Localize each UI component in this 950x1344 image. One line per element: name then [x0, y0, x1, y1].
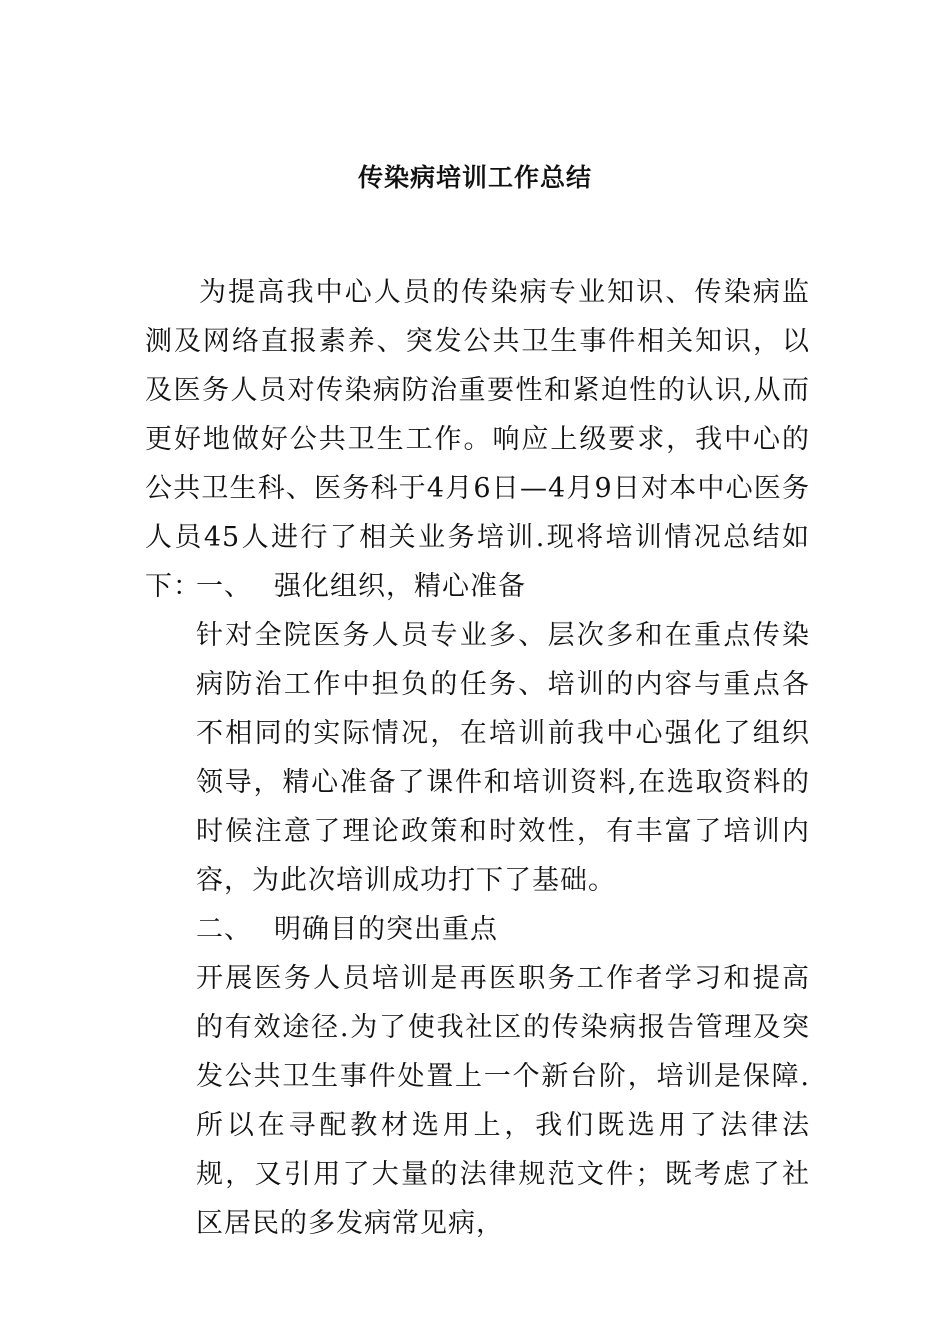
section-body-2: 开展医务人员培训是再医职务工作者学习和提高的有效途径.为了使我社区的传染病报告管理及突发公共卫生事件处置上一个新台阶，培训是保障.所以在寻配教材选用上，我们既选用了法律法规，又引用了大量的法律规范文件；既考虑了社区居民的多发病常见病，: [196, 963, 810, 1239]
section-heading-1: [196, 562, 816, 611]
section-title-1: 强化组织，精心准备: [274, 571, 526, 602]
section-number-1: 一、: [196, 571, 252, 602]
intro-paragraph: 为提高我中心人员的传染病专业知识、传染病监测及网络直报素养、突发公共卫生事件相关知识，以及医务人员对传染病防治重要性和紧迫性的认识,从而更好地做好公共卫生工作。响应上级要求，我中心的公共卫生科、医务科于4月6日—4月9日对本中心医务人员45人进行了相关业务培训.现将培训情况总结如下：: [145, 277, 810, 602]
section-number-2: 二、: [196, 914, 252, 945]
section-heading-2: [196, 905, 816, 954]
document-title: 传染病培训工作总结: [357, 163, 592, 192]
section-title-2: 明确目的突出重点: [274, 914, 498, 945]
section-body-1: 针对全院医务人员专业多、层次多和在重点传染病防治工作中担负的任务、培训的内容与重点各不相同的实际情况，在培训前我中心强化了组织领导，精心准备了课件和培训资料,在选取资料的时候注意了理论政策和时效性，有丰富了培训内容，为此次培训成功打下了基础。: [196, 620, 810, 896]
